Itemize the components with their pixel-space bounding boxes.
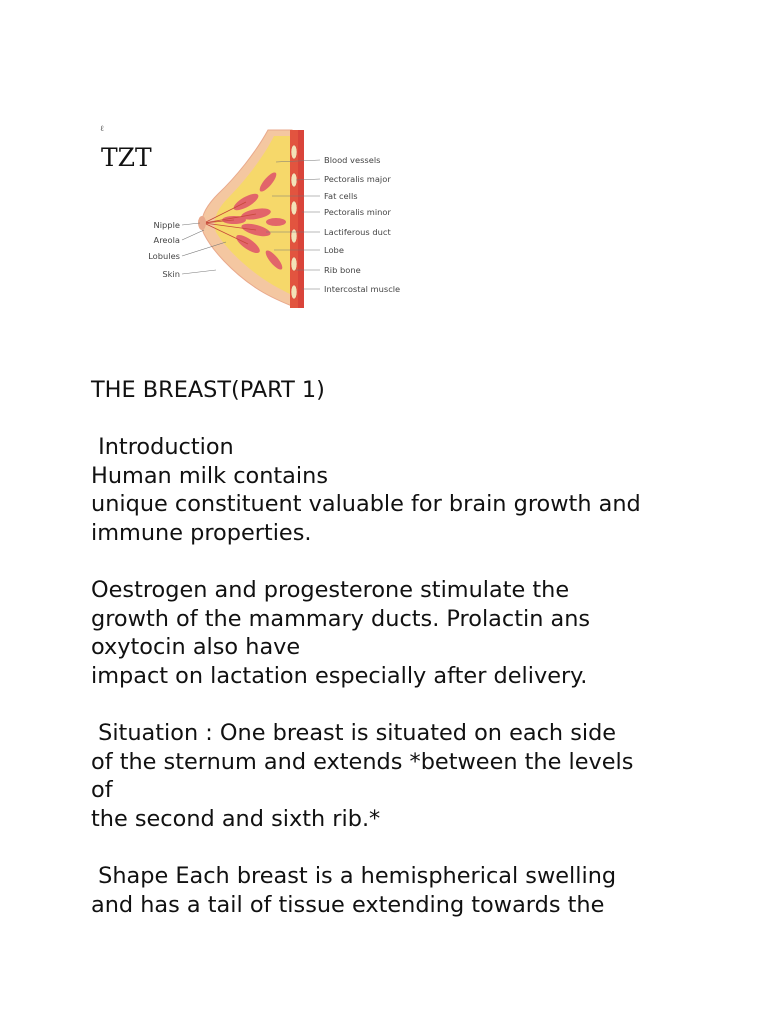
breast-anatomy-svg <box>96 122 406 314</box>
lobe <box>266 218 286 226</box>
hormone-line: oxytocin also have <box>91 634 301 661</box>
label-skin: Skin <box>162 269 180 279</box>
situation-line: of the sternum and extends *between the levels <box>91 748 634 775</box>
situation-line: Situation : One breast is situated on each side <box>91 720 617 747</box>
intro-heading: Introduction <box>91 434 234 461</box>
paragraph-gap <box>91 548 731 577</box>
hormone-line: impact on lactation especially after delivery. <box>91 662 588 689</box>
situation-line: the second and sixth rib.* <box>91 805 381 832</box>
situation-line: of <box>91 777 113 804</box>
hormone-line: growth of the mammary ducts. Prolactin ans <box>91 605 591 632</box>
label-intercostal-muscle: Intercostal muscle <box>324 284 401 294</box>
label-blood-vessels: Blood vessels <box>324 155 381 165</box>
intro-line: Human milk contains <box>91 462 328 489</box>
label-rib-bone: Rib bone <box>324 265 361 275</box>
label-lobe: Lobe <box>324 245 344 255</box>
paragraph-gap <box>91 405 731 434</box>
shape-line: and has a tail of tissue extending towards the <box>91 891 605 918</box>
logo-mark: ℓ <box>100 124 104 133</box>
document-title: THE BREAST(PART 1) <box>91 377 325 403</box>
chest-wall <box>298 130 304 308</box>
label-lobules: Lobules <box>148 251 180 261</box>
paragraph-gap <box>91 834 731 863</box>
label-lactiferous-duct: Lactiferous duct <box>324 227 391 237</box>
label-areola: Areola <box>153 235 180 245</box>
label-pectoralis-major: Pectoralis major <box>324 174 391 184</box>
label-nipple: Nipple <box>153 220 180 230</box>
hormone-line: Oestrogen and progesterone stimulate the <box>91 577 570 604</box>
label-fat-cells: Fat cells <box>324 191 358 201</box>
intro-line: immune properties. <box>91 519 312 546</box>
logo-text: TZT <box>101 143 152 172</box>
intro-line: unique constituent valuable for brain growth and <box>91 491 641 518</box>
breast-anatomy-diagram <box>96 122 406 314</box>
label-pectoralis-minor: Pectoralis minor <box>324 207 391 217</box>
paragraph-gap <box>91 691 731 720</box>
document-body <box>91 376 731 919</box>
shape-line: Shape Each breast is a hemispherical swelling <box>91 863 617 890</box>
